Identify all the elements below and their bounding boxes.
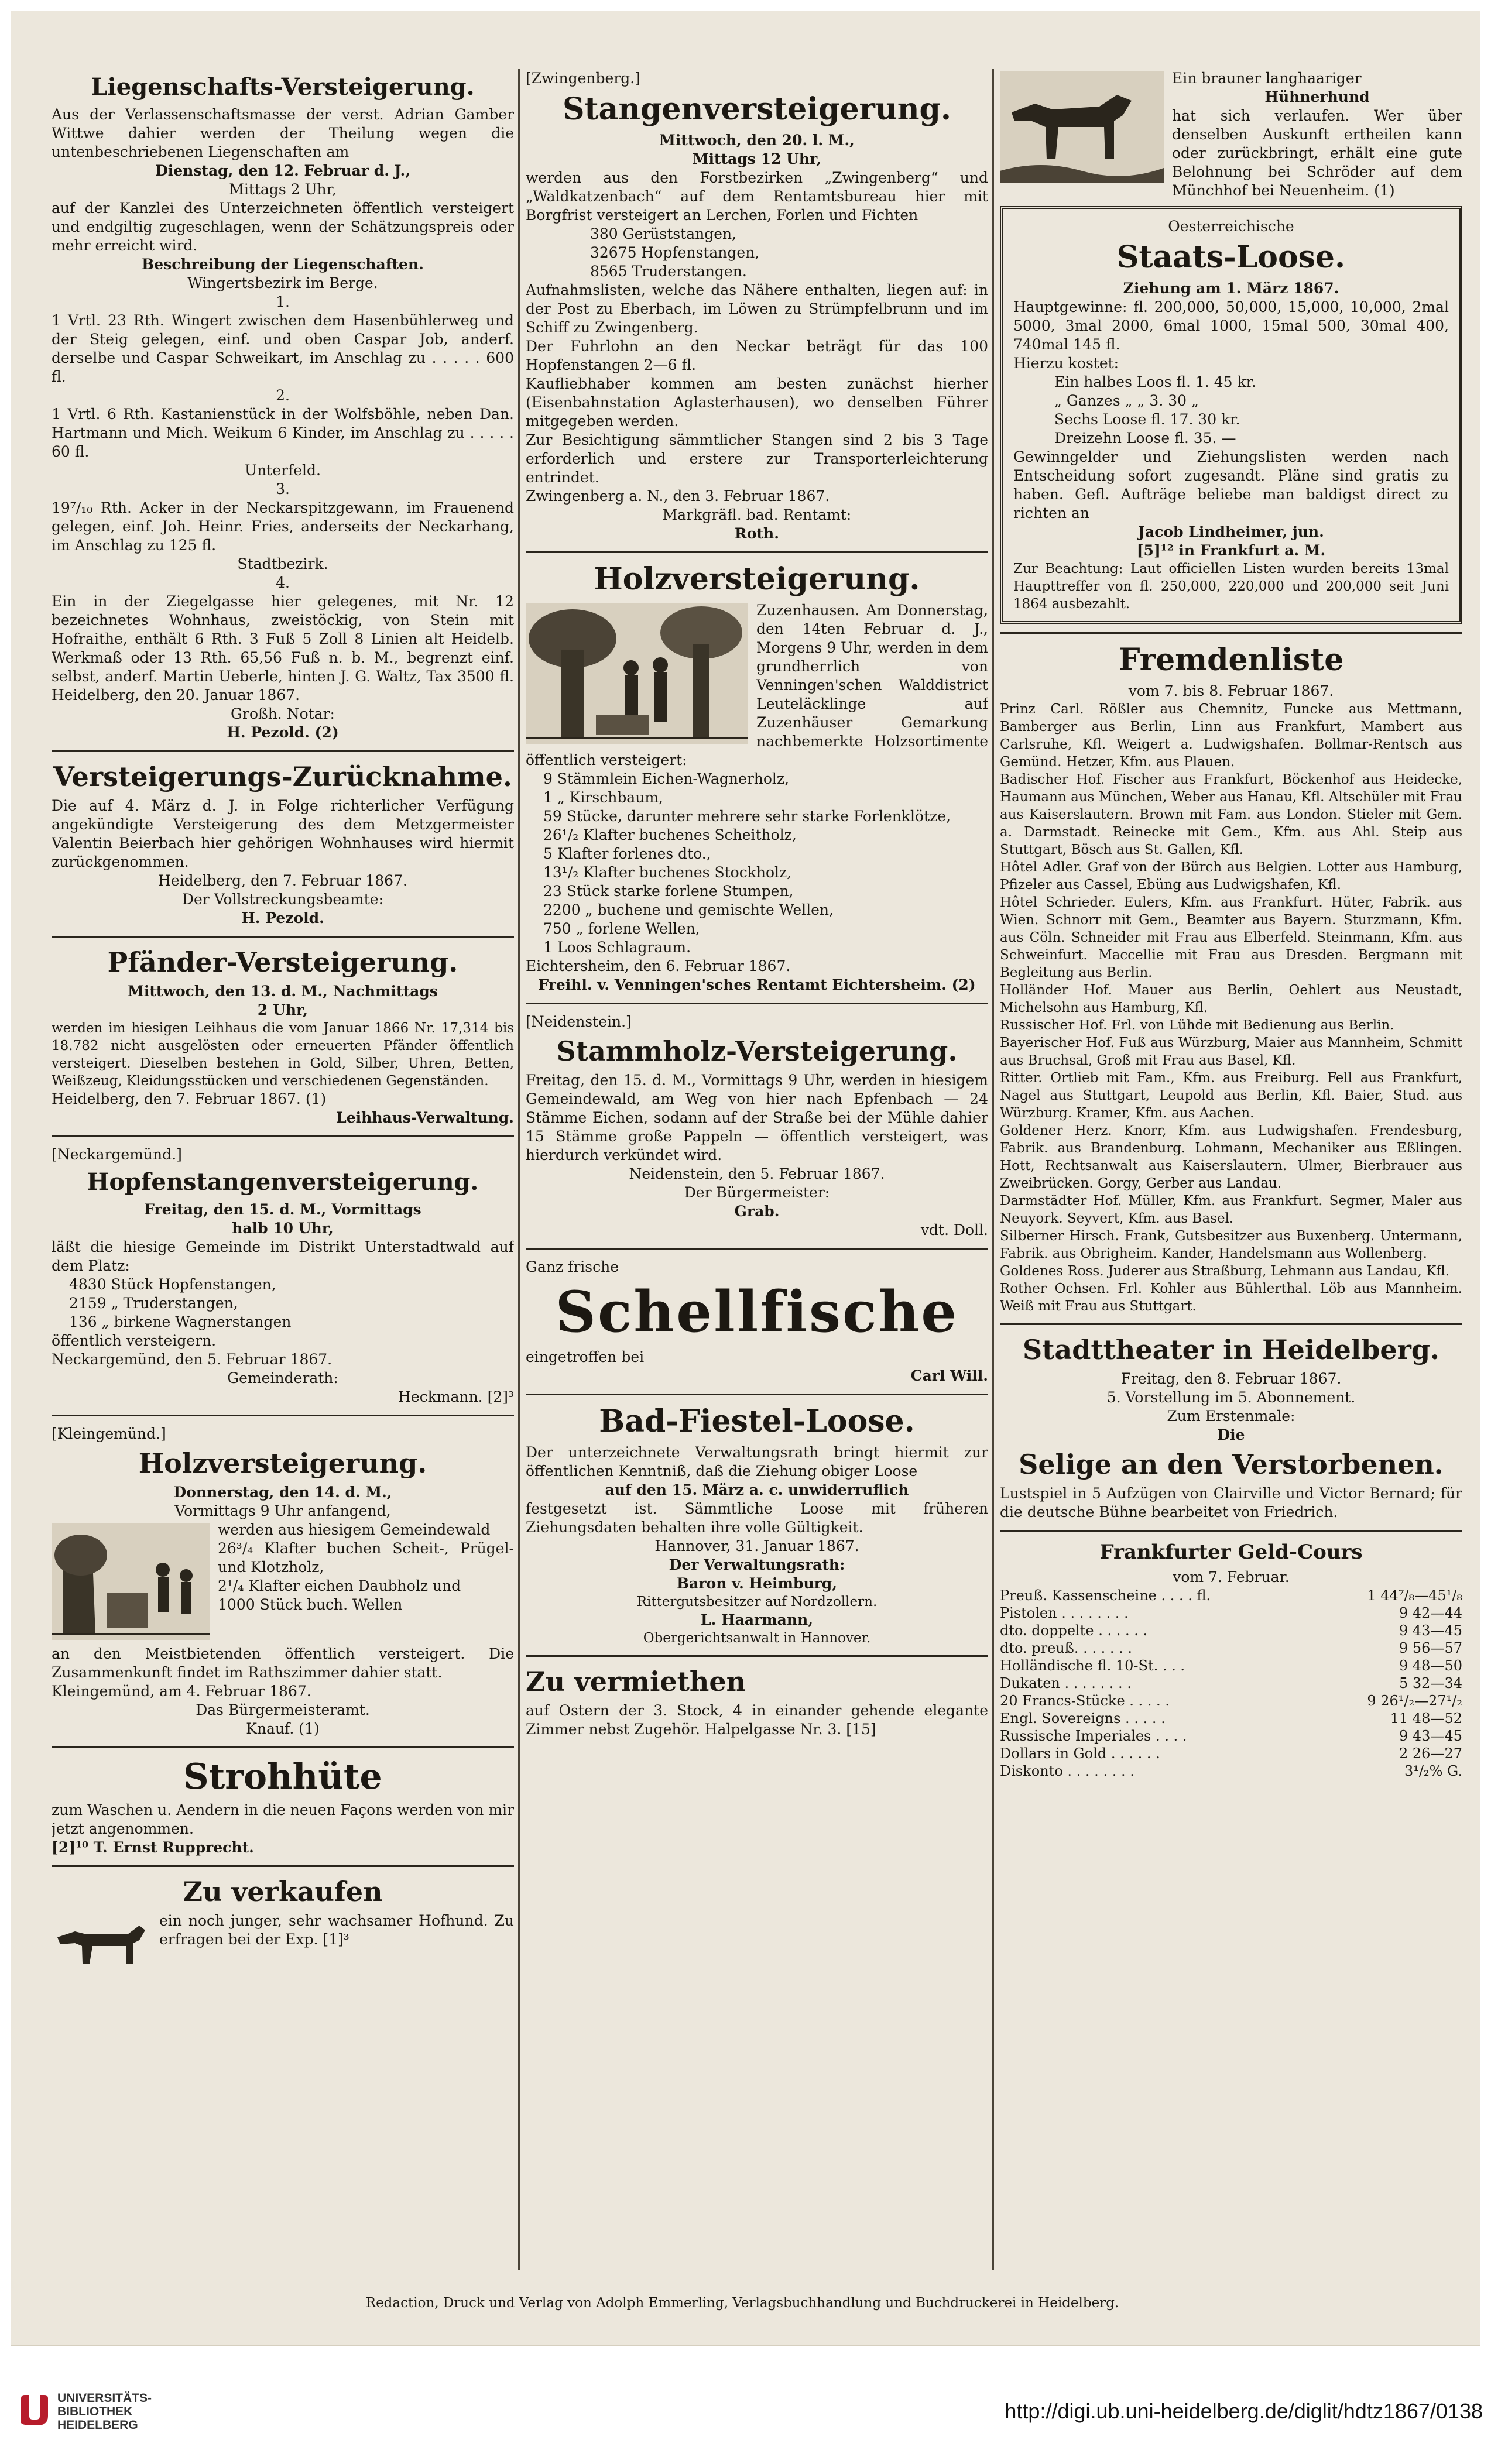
- rate-value: 11 48—52: [1390, 1710, 1462, 1727]
- list-item: 13¹/₂ Klafter buchenes Stockholz,: [543, 864, 792, 881]
- item-number: 3.: [276, 481, 290, 497]
- list-item: 1000 Stück buch. Wellen: [218, 1596, 403, 1613]
- ad-signature: Knauf. (1): [246, 1720, 320, 1737]
- divider: [526, 1248, 988, 1250]
- ad-text: eingetroffen bei: [526, 1348, 645, 1365]
- ad-title: Holzversteigerung.: [138, 1447, 427, 1479]
- ad-huehnerhund: [1000, 69, 1462, 200]
- item-number: 1.: [276, 293, 290, 310]
- list-item: 5 Klafter forlenes dto.,: [543, 845, 711, 862]
- rate-currency: Pistolen . . . . . . . .: [1000, 1605, 1129, 1621]
- library-name-line: UNIVERSITÄTS-: [57, 2391, 152, 2405]
- ad-date: Neckargemünd, den 5. Februar 1867.: [52, 1351, 333, 1368]
- place-tag: [Zwingenberg.]: [526, 70, 640, 87]
- ad-date: Neidenstein, den 5. Februar 1867.: [629, 1165, 885, 1182]
- ad-text: Gewinngelder und Ziehungslisten werden nach Entscheidung sofort zugesandt. Pläne sind gratis zu haben. Gefl. Aufträge beliebe man baldigst direct zu richten an: [1013, 448, 1449, 521]
- item-text: 1 Vrtl. 6 Rth. Kastanienstück in der Wolfsböhle, neben Dan. Hartmann und Mich. Weikum 6 Kinder, im Anschlag zu . . . . . 60 fl.: [52, 406, 514, 460]
- ad-date: Heidelberg, den 7. Februar 1867.: [158, 872, 407, 889]
- item-text: Ein in der Ziegelgasse hier gelegenes, mit Nr. 12 bezeichnetes Wohnhaus, zweistöckig, von Stein mit Hofraithe, enthält 6 Rth. 3 Fuß 5 Zoll 8 Linien alt Heidelb. Werkmaß oder 13 Rth. 65,56 Fuß n. b. M., begrenzt einf. selbst, anderf. Martin Ueberle, hinten J. G. Waltz, Tax 3500 fl. Heidelberg, den 20. Januar 1867.: [52, 593, 514, 703]
- ad-title: Pfänder-Versteigerung.: [107, 946, 458, 978]
- ad-title: Schellfische: [555, 1279, 959, 1345]
- ad-holzversteigerung-zuzenhausen: [526, 561, 988, 994]
- column-2: [526, 69, 988, 2270]
- ad-text: Der Fuhrlohn an den Neckar beträgt für das 100 Hopfenstangen 2—6 fl.: [526, 338, 988, 373]
- list-item: 26¹/₂ Klafter buchenes Scheitholz,: [543, 826, 797, 843]
- place-tag: [Kleingemünd.]: [52, 1425, 166, 1442]
- list-item: 59 Stücke, darunter mehrere sehr starke Forlenklötze,: [543, 808, 951, 825]
- rate-row: [1000, 1639, 1462, 1657]
- ad-date: Donnerstag, den 14. d. M.,: [173, 1484, 392, 1501]
- hotel-entry: Rother Ochsen. Frl. Kohler aus Bühlerthal. Löb aus Mannheim. Weiß mit Frau aus Stuttgart.: [1000, 1281, 1462, 1314]
- ad-text: 5. Vorstellung im 5. Abonnement.: [1106, 1389, 1356, 1406]
- ad-text: auf Ostern der 3. Stock, 4 in einander gehende elegante Zimmer nebst Zugehör. Halpelgasse Nr. 3. [15]: [526, 1702, 988, 1738]
- hotel-entry: Hôtel Schrieder. Eulers, Kfm. aus Frankfurt. Hüter, Fabrik. aus Wien. Schnorr mit Gem., Beamter aus Bayern. Sturzmann, Kfm. aus Cöln. Schneider mit Frau aus Elberfeld. Steinmann, Kfm. aus Schweinfurt. Maccellie mit Frau aus Dresden. Bergmann mit Begleitung aus Berlin.: [1000, 895, 1462, 980]
- column-1: [52, 69, 514, 2270]
- divider: [1000, 632, 1462, 634]
- ad-text: Zur Beachtung: Laut officiellen Listen wurden bereits 13mal Haupttreffer von fl. 250,000, 220,000 und 200,000 seit Juni 1864 ausbezahlt.: [1013, 561, 1449, 612]
- hotel-entry: Ritter. Ortlieb mit Fam., Kfm. aus Freiburg. Fell aus Frankfurt, Nagel aus Stuttgart, Leupold aus Berlin, Kfl. Baier, Stud. aus Würzburg. Kramer, Kfm. aus Aachen.: [1000, 1070, 1462, 1121]
- ad-text: läßt die hiesige Gemeinde im Distrikt Unterstadtwald auf dem Platz:: [52, 1238, 514, 1274]
- place-tag: [Neidenstein.]: [526, 1013, 632, 1030]
- ad-signature: Freihl. v. Venningen'sches Rentamt Eichtersheim. (2): [538, 976, 976, 993]
- ad-stadttheater: [1000, 1333, 1462, 1522]
- ad-subtitle: Stadtbezirk.: [237, 555, 328, 572]
- ad-subtitle: Beschreibung der Liegenschaften.: [142, 256, 424, 273]
- rate-row: [1000, 1674, 1462, 1692]
- ad-title: Holzversteigerung.: [594, 561, 920, 597]
- divider: [52, 1746, 514, 1748]
- rate-currency: dto. doppelte . . . . . .: [1000, 1622, 1148, 1639]
- ad-text: auf der Kanzlei des Unterzeichneten öffentlich versteigert und endgiltig zugeschlagen, wenn der Schätzungspreis oder mehr erreicht wird.: [52, 200, 514, 254]
- ad-title: Stammholz-Versteigerung.: [556, 1035, 958, 1067]
- ad-time: halb 10 Uhr,: [232, 1220, 334, 1237]
- ad-hopfenstangen: [52, 1145, 514, 1406]
- column-rule: [518, 69, 520, 2270]
- ad-signature: Carl Will.: [910, 1367, 988, 1384]
- ad-title: Zu vermiethen: [526, 1666, 746, 1697]
- ad-signature: Obergerichtsanwalt in Hannover.: [643, 1631, 871, 1646]
- rate-currency: Preuß. Kassenscheine . . . . fl.: [1000, 1587, 1211, 1604]
- ad-pfaender: [52, 946, 514, 1127]
- ad-text: Die auf 4. März d. J. in Folge richterlicher Verfügung angekündigte Versteigerung des dem Metzgermeister Valentin Beierbach hier gehörigen Wohnhauses wird hiermit zurückgenommen.: [52, 797, 514, 870]
- ad-signature: Rittergutsbesitzer auf Nordzollern.: [636, 1594, 878, 1610]
- rate-value: 2 26—27: [1399, 1745, 1462, 1762]
- ad-signature: Das Bürgermeisteramt.: [196, 1701, 370, 1718]
- ad-title: Zu verkaufen: [183, 1876, 383, 1907]
- rate-value: 5 32—34: [1399, 1675, 1462, 1691]
- ad-signature: Heckmann. [2]³: [398, 1388, 514, 1405]
- ad-signature: Gemeinderath:: [227, 1370, 338, 1387]
- library-footer: [0, 2357, 1491, 2464]
- divider: [52, 1415, 514, 1416]
- rate-row: [1000, 1587, 1462, 1604]
- ad-title: Hopfenstangenversteigerung.: [87, 1168, 479, 1196]
- list-item: 9 Stämmlein Eichen-Wagnerholz,: [543, 770, 790, 787]
- ad-date: Kleingemünd, am 4. Februar 1867.: [52, 1683, 311, 1700]
- ad-text: Hauptgewinne: fl. 200,000, 50,000, 15,000, 10,000, 2mal 5000, 3mal 2000, 6mal 1000, 15mal 500, 30mal 400, 740mal 145 fl.: [1013, 298, 1449, 353]
- place-tag: [Neckargemünd.]: [52, 1146, 182, 1163]
- ad-date: Freitag, den 8. Februar 1867.: [1120, 1370, 1342, 1387]
- list-item: 750 „ forlene Wellen,: [543, 920, 700, 937]
- ad-signature: L. Haarmann,: [701, 1611, 813, 1628]
- ad-holzversteigerung-kleingemuend: [52, 1425, 514, 1738]
- dog-illustration: [52, 1914, 151, 1969]
- divider: [1000, 1323, 1462, 1325]
- ad-zu-vermiethen: [526, 1665, 988, 1739]
- ad-signature: Jacob Lindheimer, jun.: [1138, 523, 1324, 540]
- hotel-entry: Darmstädter Hof. Müller, Kfm. aus Frankfurt. Segmer, Maler aus Neuyork. Seyvert, Kfm. aus Basel.: [1000, 1193, 1462, 1226]
- rate-row: [1000, 1710, 1462, 1727]
- list-item: 1 Loos Schlagraum.: [543, 939, 691, 956]
- ad-stangenversteigerung: [526, 69, 988, 543]
- list-item: 23 Stück starke forlene Stumpen,: [543, 883, 794, 900]
- ad-text: Hierzu kostet:: [1013, 355, 1119, 372]
- item-number: 4.: [276, 574, 290, 591]
- play-title: Selige an den Verstorbenen.: [1019, 1449, 1444, 1480]
- ad-text: Freitag, den 15. d. M., Vormittags 9 Uhr, werden in hiesigem Gemeindewald, am Weg von hier nach Epfenbach — 24 Stämme Eichen, sodann auf der Straße bei der Mühle dahier 15 Stämme große Pappeln — öffentlich versteigert, was hierdurch verkündet wird.: [526, 1072, 988, 1164]
- woodcutters-illustration: [52, 1523, 210, 1642]
- list-item: 26³/₄ Klafter buchen Scheit-, Prügel- und Klotzholz,: [218, 1540, 514, 1576]
- hotel-entry: Goldenes Ross. Juderer aus Straßburg, Lehmann aus Landau, Kfl.: [1000, 1264, 1450, 1279]
- hunting-dog-illustration: [1000, 71, 1164, 185]
- ad-schellfische: [526, 1258, 988, 1385]
- ad-text: Lustspiel in 5 Aufzügen von Clairville und Victor Bernard; für die deutsche Bühne bearbeitet von Friedrich.: [1000, 1485, 1462, 1521]
- list-item: Dreizehn Loose fl. 35. —: [1054, 430, 1236, 447]
- list-item: 32675 Hopfenstangen,: [590, 244, 760, 261]
- divider: [52, 1865, 514, 1867]
- list-item: 2200 „ buchene und gemischte Wellen,: [543, 901, 834, 918]
- divider: [52, 750, 514, 752]
- rate-currency: Engl. Sovereigns . . . . .: [1000, 1710, 1166, 1727]
- ad-text: hat sich verlaufen. Wer über denselben Auskunft ertheilen kann oder zurückbringt, erhält eine gute Belohnung bei Schröder auf dem Münchhof bei Neuenheim. (1): [1172, 107, 1462, 199]
- hotel-entry: Badischer Hof. Fischer aus Frankfurt, Böckenhof aus Heidecke, Haumann aus München, Weber aus Hanau, Kfl. Altschüler mit Frau aus Kaiserslautern. Brown mit Fam. aus London. Stieler mit Gem. a. Darmstadt. Reinecke mit Gem., Kfm. aus Ahl. Steip aus Stuttgart, Bösch aus St. Gallen, Kfl.: [1000, 772, 1462, 857]
- ad-time: Vormittags 9 Uhr anfangend,: [174, 1502, 391, 1519]
- ad-kicker: Oesterreichische: [1168, 218, 1294, 235]
- section-date: vom 7. bis 8. Februar 1867.: [1128, 682, 1334, 699]
- ad-text: Zuzenhausen. Am Donnerstag, den 14ten Februar d. J., Morgens 9 Uhr, werden in dem grundherrlich von Venningen'schen Walddistrict Leuteläcklinge auf Zuzenhäuser Gemarkung nachbemerkte Holzsortimente öffentlich versteigert:: [526, 602, 988, 768]
- ad-strohhuete: [52, 1756, 514, 1857]
- item-number: 2.: [276, 387, 290, 404]
- ad-zu-verkaufen: [52, 1875, 514, 1949]
- item-text: 1 Vrtl. 23 Rth. Wingert zwischen dem Hasenbühlerweg und der Steig gelegen, einf. und oben Caspar Job, anderf. derselbe und Caspar Schweikart, im Anschlag zu . . . . . 600 fl.: [52, 312, 514, 385]
- rate-currency: Holländische fl. 10-St. . . .: [1000, 1657, 1185, 1674]
- ad-date: Freitag, den 15. d. M., Vormittags: [144, 1201, 421, 1218]
- hotel-entry: Hôtel Adler. Graf von der Bürch aus Belgien. Lotter aus Hamburg, Pfizeler aus Cassel, Ebüng aus Ludwigshafen, Kfl.: [1000, 860, 1462, 893]
- ad-signature: H. Pezold.: [241, 910, 324, 926]
- ad-time: 2 Uhr,: [257, 1001, 309, 1018]
- hotel-entry: Goldener Herz. Knorr, Kfm. aus Ludwigshafen. Frendesburg, Fabrik. aus Brandenburg. Lohmann, Mechaniker aus Eßlingen. Hott, Rechtsanwalt aus Kaiserslautern. Ulmer, Bierbrauer aus Zweibrücken. Gorgy, Gerber aus Landau.: [1000, 1123, 1462, 1191]
- ad-title: Liegenschafts-Versteigerung.: [91, 73, 475, 101]
- rates-table: [1000, 1587, 1462, 1780]
- geld-cours: [1000, 1540, 1462, 1780]
- ad-signature: Grab.: [734, 1203, 780, 1220]
- ad-subtitle: Unterfeld.: [245, 462, 321, 479]
- ad-title: Stadttheater in Heidelberg.: [1022, 1334, 1440, 1365]
- ad-zuruecknahme: [52, 760, 514, 928]
- rate-row: [1000, 1692, 1462, 1710]
- ad-text: Zum Erstenmale:: [1167, 1408, 1295, 1425]
- library-name-line: HEIDELBERG: [57, 2418, 138, 2432]
- ad-signature: Der Bürgermeister:: [684, 1184, 830, 1201]
- ad-signature: Leihhaus-Verwaltung.: [336, 1109, 514, 1126]
- ad-text: werden aus den Forstbezirken „Zwingenberg“ und „Waldkatzenbach“ auf dem Rentamtsbureau hier mit Borgfrist versteigert an Lerchen, Forlen und Fichten: [526, 169, 988, 224]
- ad-signature: Der Verwaltungsrath:: [669, 1556, 845, 1573]
- ad-signature: [5]¹² in Frankfurt a. M.: [1136, 542, 1326, 559]
- ad-stammholz: [526, 1013, 988, 1240]
- ad-text: Ein brauner langhaariger: [1172, 70, 1362, 87]
- ad-time: Mittags 2 Uhr,: [229, 181, 337, 198]
- rate-value: 9 26¹/₂—27¹/₂: [1367, 1693, 1462, 1709]
- ad-text: an den Meistbietenden öffentlich versteigert. Die Zusammenkunft findet im Rathszimmer dahier statt.: [52, 1645, 514, 1681]
- section-title: Fremdenliste: [1118, 642, 1344, 678]
- ad-signature: [2]¹⁰ T. Ernst Rupprecht.: [52, 1839, 254, 1856]
- rate-currency: 20 Francs-Stücke . . . . .: [1000, 1693, 1170, 1709]
- divider: [526, 1003, 988, 1004]
- hotel-entry: Holländer Hof. Mauer aus Berlin, Oehlert aus Neustadt, Michelsohn aus Hamburg, Kfl.: [1000, 983, 1462, 1015]
- rate-value: 9 48—50: [1399, 1657, 1462, 1674]
- divider: [52, 936, 514, 938]
- rate-value: 9 42—44: [1399, 1605, 1462, 1621]
- forest-illustration: [526, 603, 748, 746]
- hotel-entry: Russischer Hof. Frl. von Lühde mit Bedienung aus Berlin.: [1000, 1018, 1394, 1033]
- rate-row: [1000, 1762, 1462, 1780]
- ad-date: Mittwoch, den 20. l. M.,: [659, 132, 855, 149]
- ad-text: werden aus hiesigem Gemeindewald: [218, 1521, 491, 1538]
- ad-text: Der unterzeichnete Verwaltungsrath bringt hiermit zur öffentlichen Kenntniß, daß die Ziehung obiger Loose: [526, 1444, 988, 1480]
- column-3: [1000, 69, 1462, 2270]
- ad-title: Hühnerhund: [1264, 88, 1370, 105]
- university-library-logo: [16, 2393, 52, 2428]
- hotel-entry: Silberner Hirsch. Frank, Gutsbesitzer aus Buxenberg. Untermann, Fabrik. aus Obrigheim. Kander, Handelsmann aus Wollenberg.: [1000, 1228, 1462, 1261]
- rate-currency: Diskonto . . . . . . . .: [1000, 1763, 1134, 1779]
- rate-row: [1000, 1622, 1462, 1639]
- ad-signature: Der Vollstreckungsbeamte:: [181, 891, 384, 908]
- ad-signature: Baron v. Heimburg,: [677, 1575, 837, 1592]
- ad-signature: Großh. Notar:: [231, 705, 335, 722]
- list-item: 8565 Truderstangen.: [590, 263, 747, 280]
- imprint-line: Redaction, Druck und Verlag von Adolph Emmerling, Verlagsbuchhandlung und Buchdruckerei in Heidelberg.: [365, 2295, 1119, 2311]
- divider: [1000, 1530, 1462, 1532]
- ad-date: Hannover, 31. Januar 1867.: [654, 1538, 859, 1554]
- ad-text: Kaufliebhaber kommen am besten zunächst hierher (Eisenbahnstation Aglasterhausen), wo denselben Führer mitgegeben werden.: [526, 375, 988, 430]
- ad-time: Mittags 12 Uhr,: [692, 150, 822, 167]
- list-item: 136 „ birkene Wagnerstangen: [69, 1313, 292, 1330]
- library-name: [57, 2391, 152, 2432]
- section-title: Frankfurter Geld-Cours: [1099, 1540, 1363, 1564]
- ad-signature: vdt. Doll.: [920, 1221, 988, 1238]
- ad-text: Zur Besichtigung sämmtlicher Stangen sind 2 bis 3 Tage erforderlich und erstere zur Transporterleichterung entrindet.: [526, 431, 988, 486]
- ad-date: Ziehung am 1. März 1867.: [1123, 280, 1339, 297]
- rate-row: [1000, 1745, 1462, 1762]
- rate-value: 9 43—45: [1399, 1728, 1462, 1744]
- list-item: 2159 „ Truderstangen,: [69, 1295, 238, 1312]
- list-item: „ Ganzes „ „ 3. 30 „: [1054, 392, 1199, 409]
- ad-date: Zwingenberg a. N., den 3. Februar 1867.: [526, 488, 830, 505]
- list-item: Ein halbes Loos fl. 1. 45 kr.: [1054, 373, 1256, 390]
- list-item: 4830 Stück Hopfenstangen,: [69, 1276, 276, 1293]
- list-item: 380 Gerüststangen,: [590, 225, 737, 242]
- rate-row: [1000, 1604, 1462, 1622]
- list-item: 2¹/₄ Klafter eichen Daubholz und: [218, 1577, 461, 1594]
- divider: [526, 1394, 988, 1395]
- ad-subtitle: Wingertsbezirk im Berge.: [187, 274, 378, 291]
- hotel-entry: Prinz Carl. Rößler aus Chemnitz, Funcke aus Mettmann, Bamberger aus Berlin, Linn aus Frankfurt, Mambert aus Carlsruhe, Kfl. Weigert a. Ludwigshafen. Bollmar-Rentsch aus Gemünd. Hetzer, Kfm. aus Plauen.: [1000, 702, 1462, 770]
- item-text: 19⁷/₁₀ Rth. Acker in der Neckarspitzgewann, im Frauenend gelegen, einf. Joh. Heinr. Fries, anderseits der Neckarhang, im Anschlag zu 125 fl.: [52, 499, 514, 554]
- ad-signature: Markgräfl. bad. Rentamt:: [662, 506, 852, 523]
- source-url[interactable]: http://digi.ub.uni-heidelberg.de/diglit/hdtz1867/0138: [1005, 2399, 1483, 2423]
- rate-currency: dto. preuß. . . . . . .: [1000, 1640, 1132, 1656]
- ad-date: Mittwoch, den 13. d. M., Nachmittags: [128, 983, 438, 1000]
- ad-title: Strohhüte: [183, 1756, 382, 1797]
- rate-row: [1000, 1727, 1462, 1745]
- ad-liegenschafts: [52, 73, 514, 742]
- rate-value: 9 43—45: [1399, 1622, 1462, 1639]
- column-rule: [992, 69, 994, 2270]
- ad-title: Stangenversteigerung.: [562, 91, 952, 127]
- ad-text: ein noch junger, sehr wachsamer Hofhund. Zu erfragen bei der Exp. [1]³: [159, 1912, 514, 1948]
- ad-text: Die: [1217, 1426, 1245, 1443]
- ad-title: Versteigerungs-Zurücknahme.: [53, 761, 512, 792]
- library-name-line: BIBLIOTHEK: [57, 2405, 133, 2418]
- ad-title: Staats-Loose.: [1116, 239, 1346, 275]
- ad-date: auf den 15. März a. c. unwiderruflich: [605, 1481, 909, 1498]
- ad-text: werden im hiesigen Leihhaus die vom Januar 1866 Nr. 17,314 bis 18.782 nicht ausgelösten oder erneuerten Pfänder öffentlich versteigert. Dieselben bestehen in Gold, Silber, Uhren, Betten, Weißzeug, Kleidungsstücken und verschiedenen Gegenständen.: [52, 1021, 514, 1089]
- divider: [526, 1655, 988, 1657]
- divider: [52, 1135, 514, 1137]
- rate-currency: Dukaten . . . . . . . .: [1000, 1675, 1132, 1691]
- ad-date: Heidelberg, den 7. Februar 1867. (1): [52, 1090, 327, 1107]
- ad-date: Dienstag, den 12. Februar d. J.,: [155, 162, 410, 179]
- ad-text: öffentlich versteigern.: [52, 1332, 217, 1349]
- rate-currency: Russische Imperiales . . . .: [1000, 1728, 1187, 1744]
- list-item: 1 „ Kirschbaum,: [543, 789, 663, 806]
- ad-date: Eichtersheim, den 6. Februar 1867.: [526, 958, 791, 974]
- ad-bad-fiestel-loose: [526, 1403, 988, 1647]
- ad-text: festgesetzt ist. Sämmtliche Loose mit früheren Ziehungsdaten behalten ihre volle Gültigkeit.: [526, 1500, 988, 1536]
- rate-value: 9 56—57: [1399, 1640, 1462, 1656]
- rate-value: 3¹/₂% G.: [1404, 1763, 1462, 1779]
- list-item: Sechs Loose fl. 17. 30 kr.: [1054, 411, 1240, 428]
- ad-kicker: Ganz frische: [526, 1258, 619, 1275]
- ad-title: Bad-Fiestel-Loose.: [599, 1403, 915, 1439]
- ad-text: Aus der Verlassenschaftsmasse der verst. Adrian Gamber Wittwe dahier werden der Theilung wegen die untenbeschriebenen Liegenschaften am: [52, 106, 514, 160]
- ad-text: Aufnahmslisten, welche das Nähere enthalten, liegen auf: in der Post zu Eberbach, im Löwen zu Strümpfelbrunn und im Schiff zu Zwingenberg.: [526, 282, 988, 336]
- ad-signature: Roth.: [735, 525, 779, 542]
- rate-currency: Dollars in Gold . . . . . .: [1000, 1745, 1160, 1762]
- rate-value: 1 44⁷/₈—45¹/₈: [1367, 1587, 1462, 1604]
- rate-row: [1000, 1657, 1462, 1674]
- ad-staats-loose: [1000, 206, 1462, 624]
- ad-signature: H. Pezold. (2): [227, 724, 339, 741]
- divider: [526, 551, 988, 553]
- newspaper-page: [11, 11, 1480, 2346]
- section-date: vom 7. Februar.: [1173, 1569, 1290, 1586]
- ad-text: zum Waschen u. Aendern in die neuen Façons werden von mir jetzt angenommen.: [52, 1801, 514, 1837]
- fremdenliste: [1000, 642, 1462, 1315]
- hotel-entry: Bayerischer Hof. Fuß aus Würzburg, Maier aus Mannheim, Schmitt aus Bruchsal, Groß mit Frau aus Basel, Kfl.: [1000, 1035, 1462, 1068]
